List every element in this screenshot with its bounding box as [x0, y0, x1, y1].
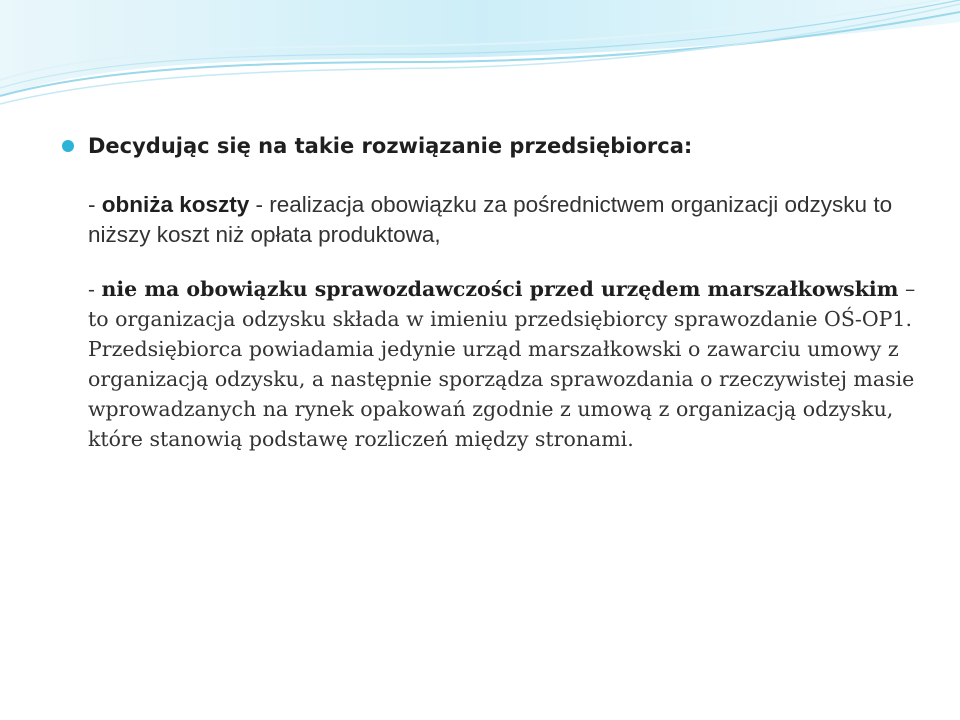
decorative-wave-header: [0, 0, 960, 110]
bullet-icon: [62, 140, 74, 152]
slide-heading: Decydując się na takie rozwiązanie przedsiębiorca:: [88, 134, 693, 158]
point-cost-text: [88, 190, 922, 250]
point-cost-body: - realizacja obowiązku za pośrednictwem organizacji odzysku to niższy koszt niż opłata produktowa,: [88, 192, 893, 247]
point-reporting: [62, 274, 922, 454]
point-reporting-dash: -: [88, 277, 102, 301]
point-reporting-body: – to organizacja odzysku składa w imieniu przedsiębiorcy sprawozdanie OŚ-OP1. Przedsiębiorca powiadamia jedynie urząd marszałkowski o zawarciu umowy z organizacją odzysku, a następnie sporządza sprawozdania o rzeczywistej masie wprowadzanych na rynek opakowań zgodnie z umową z organizacją odzysku, które stanowią podstawę rozliczeń między stronami.: [88, 277, 916, 451]
bullet-heading-row: [62, 128, 922, 164]
point-cost-dash: -: [88, 192, 102, 217]
wave-band-light: [0, 0, 960, 96]
point-reporting-bold: nie ma obowiązku sprawozdawczości przed urzędem marszałkowskim: [101, 277, 899, 301]
point-reporting-text: [88, 274, 922, 454]
slide-body: [62, 128, 922, 478]
point-cost-bold: obniża koszty: [101, 192, 250, 217]
point-cost: [62, 190, 922, 250]
